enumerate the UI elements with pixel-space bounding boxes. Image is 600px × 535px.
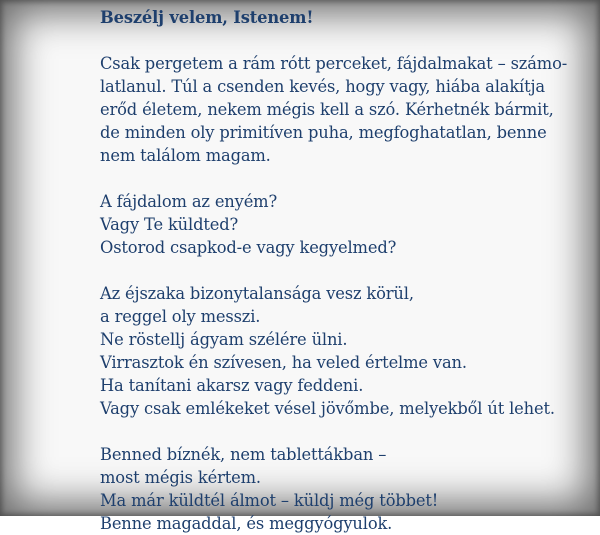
stanza-line: Ma már küldtél álmot – küldj még többet! xyxy=(100,491,439,510)
stanza-line: a reggel oly messzi. xyxy=(100,307,261,326)
stanza-line: Ostorod csapkod-e vagy kegyelmed? xyxy=(100,238,397,257)
intro-line: nem találom magam. xyxy=(100,146,271,165)
stanza-3 xyxy=(100,443,530,535)
poem-body xyxy=(100,0,568,535)
stanza-2 xyxy=(100,282,555,420)
poem-title: Beszélj velem, Istenem! xyxy=(100,8,314,27)
stanza-line: A fájdalom az enyém? xyxy=(100,192,278,211)
stanza-line: Vagy csak emlékeket vésel jövőmbe, melyekből út lehet. xyxy=(100,399,555,418)
stanza-line: Az éjszaka bizonytalansága vesz körül, xyxy=(100,284,414,303)
intro-paragraph xyxy=(100,52,568,167)
stanza-line: Ha tanítani akarsz vagy feddeni. xyxy=(100,376,364,395)
stanza-line: Benned bíznék, nem tablettákban – xyxy=(100,445,387,464)
intro-line: latlanul. Túl a csenden kevés, hogy vagy, hiába alakítja xyxy=(100,77,545,96)
intro-line: de minden oly primitíven puha, megfoghatatlan, benne xyxy=(100,123,547,142)
stanza-line: Benne magaddal, és meggyógyulok. xyxy=(100,514,393,533)
stanza-1 xyxy=(100,190,530,259)
stanza-line: Vagy Te küldted? xyxy=(100,215,239,234)
stanza-line: most mégis kértem. xyxy=(100,468,261,487)
intro-line: erőd életem, nekem mégis kell a szó. Kérhetnék bármit, xyxy=(100,100,554,119)
intro-line: Csak pergetem a rám rótt perceket, fájdalmakat – számo- xyxy=(100,54,568,73)
stanza-line: Virrasztok én szívesen, ha veled értelme van. xyxy=(100,353,467,372)
stanza-line: Ne röstellj ágyam szélére ülni. xyxy=(100,330,348,349)
